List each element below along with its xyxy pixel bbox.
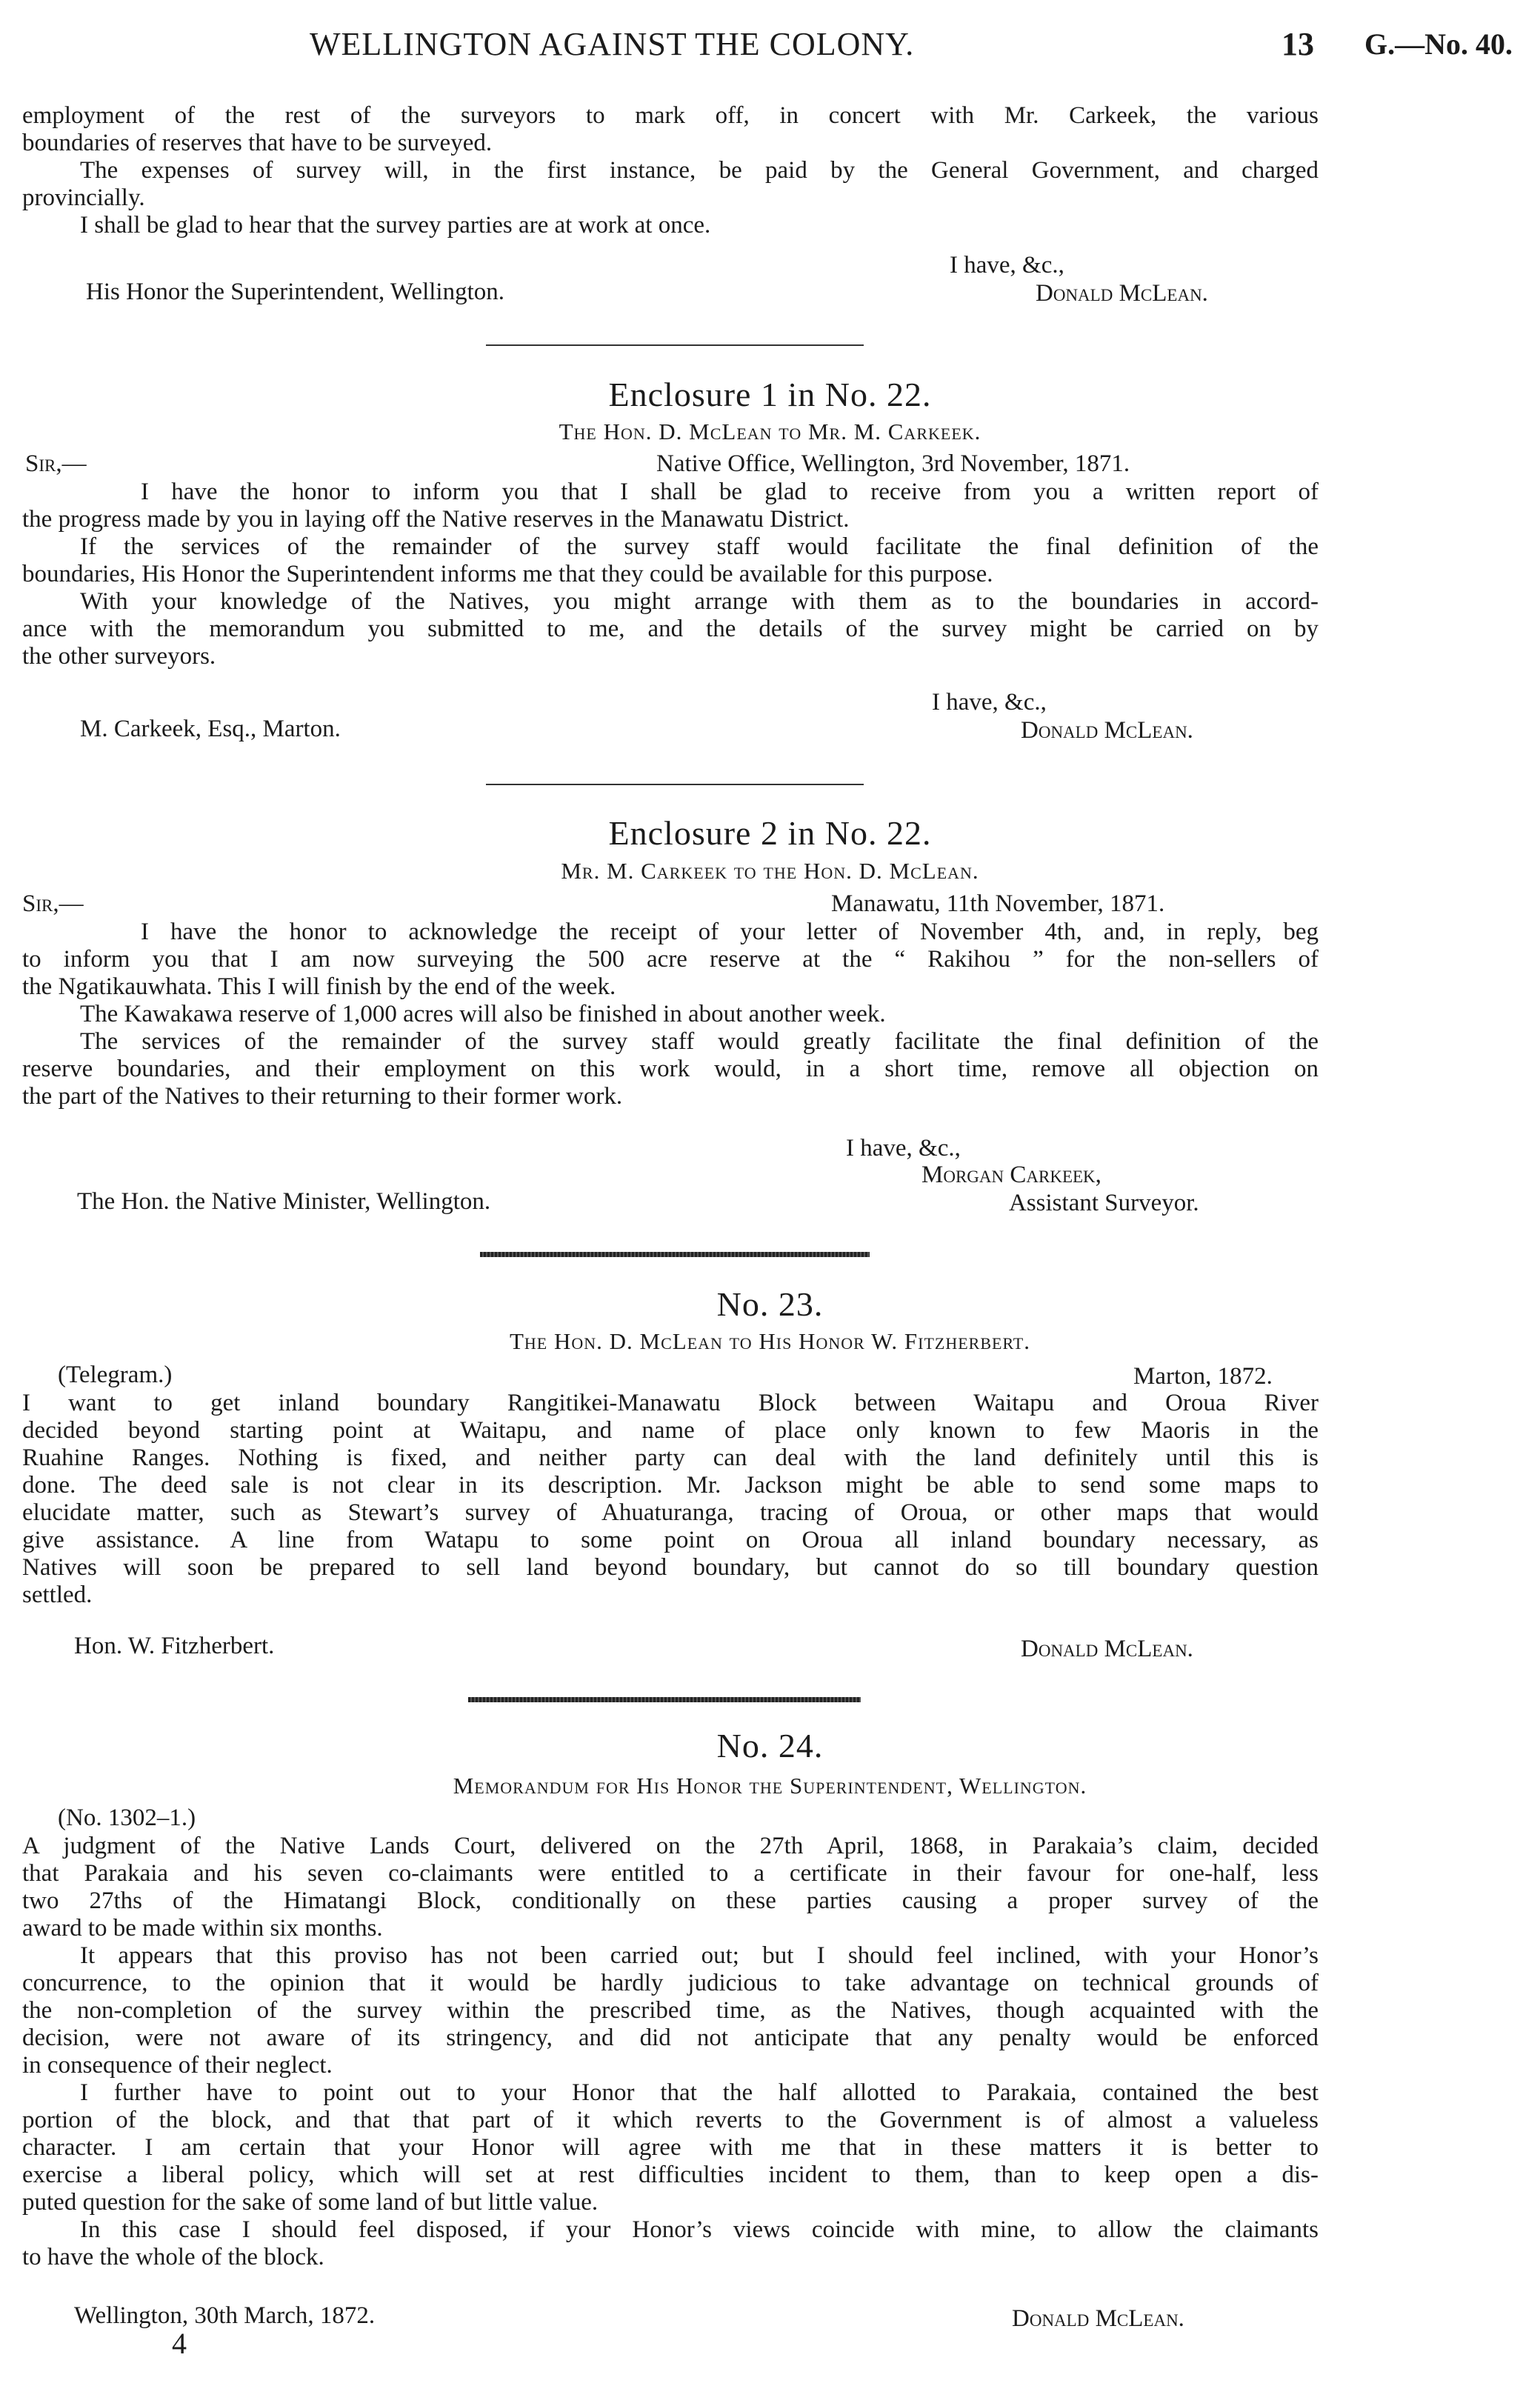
section-heading: Enclosure 1 in No. 22. [608, 376, 932, 413]
text-line: reserve boundaries, and their employment on this work would, in a short time, remove all objection on [22, 1056, 1319, 1082]
enclosure-1-body [22, 479, 1319, 670]
page-header-title: WELLINGTON AGAINST THE COLONY. [310, 26, 915, 62]
addressee: Hon. W. Fitzherbert. [74, 1633, 275, 1659]
document-reference: G.—No. 40. [1364, 27, 1513, 61]
signature: Donald McLean. [1021, 1636, 1193, 1662]
signatory-title: Assistant Surveyor. [1009, 1190, 1199, 1216]
text-line: With your knowledge of the Natives, you might arrange with them as to the boundaries in accord- [80, 588, 1319, 615]
top-letter-body [22, 102, 1319, 239]
text-line: to have the whole of the block. [22, 2244, 324, 2270]
text-line: If the services of the remainder of the survey staff would facilitate the final definition of the [80, 533, 1319, 560]
text-line: the non-completion of the survey within the prescribed time, as the Natives, though acquainted with the [22, 1997, 1319, 2024]
section-subheading: The Hon. D. McLean to Mr. M. Carkeek. [559, 419, 981, 444]
signature: Morgan Carkeek, [921, 1162, 1101, 1188]
text-line: puted question for the sake of some land of but little value. [22, 2189, 599, 2216]
text-line: Natives will soon be prepared to sell land beyond boundary, but cannot do so till boundary question [22, 1554, 1319, 1581]
text-line: decision, were not aware of its stringency, and did not anticipate that any penalty would be enforced [22, 2025, 1319, 2051]
text-line: award to be made within six months. [22, 1915, 383, 1942]
section-divider [486, 344, 864, 346]
place-date: Manawatu, 11th November, 1871. [831, 890, 1165, 917]
section-subheading: Mr. M. Carkeek to the Hon. D. McLean. [561, 858, 979, 884]
page-number: 13 [1281, 26, 1314, 62]
salutation: Sir,— [25, 450, 87, 477]
section-heading: No. 23. [716, 1285, 824, 1323]
text-line: The expenses of survey will, in the first instance, be paid by the General Government, and charged [80, 157, 1319, 184]
text-line: A judgment of the Native Lands Court, delivered on the 27th April, 1868, in Parakaia’s claim, decided [22, 1833, 1319, 1859]
text-line: The Kawakawa reserve of 1,000 acres will also be finished in about another week. [80, 1001, 886, 1027]
text-line: I further have to point out to your Honor that the half allotted to Parakaia, contained the best [80, 2079, 1319, 2106]
text-line: I want to get inland boundary Rangitikei-Manawatu Block between Waitapu and Oroua River [22, 1390, 1319, 1416]
text-line: two 27ths of the Himatangi Block, conditionally on these parties causing a proper survey of the [22, 1887, 1319, 1914]
section-heading: Enclosure 2 in No. 22. [608, 814, 932, 852]
signature: Donald McLean. [1021, 717, 1193, 744]
text-line: settled. [22, 1582, 93, 1608]
signature: Donald McLean. [1036, 280, 1208, 307]
signature: Donald McLean. [1012, 2305, 1184, 2332]
text-line: Ruahine Ranges. Nothing is fixed, and neither party can deal with the land definitely until this is [22, 1444, 1319, 1471]
signature-mark: 4 [172, 2327, 187, 2360]
text-line: in consequence of their neglect. [22, 2052, 333, 2079]
section-divider [468, 1697, 861, 1702]
addressee: His Honor the Superintendent, Wellington. [86, 279, 504, 305]
text-line: provincially. [22, 184, 145, 211]
text-line: employment of the rest of the surveyors to mark off, in concert with Mr. Carkeek, the various [22, 102, 1319, 129]
memorandum-reference: (No. 1302–1.) [58, 1804, 196, 1831]
no23-body [22, 1390, 1319, 1609]
section-subheading: Memorandum for His Honor the Superintendent, Wellington. [453, 1773, 1087, 1799]
salutation: Sir,— [22, 890, 84, 917]
text-line: portion of the block, and that that part of it which reverts to the Government is of almost a valueless [22, 2107, 1319, 2133]
text-line: boundaries, His Honor the Superintendent informs me that they could be available for this purpose. [22, 561, 993, 587]
text-line: boundaries of reserves that have to be surveyed. [22, 130, 493, 156]
text-line: I shall be glad to hear that the survey parties are at work at once. [80, 212, 711, 239]
addressee: M. Carkeek, Esq., Marton. [80, 716, 341, 742]
text-line: exercise a liberal policy, which will set at rest difficulties incident to them, than to keep open a dis- [22, 2162, 1319, 2188]
place-date: Wellington, 30th March, 1872. [74, 2302, 376, 2329]
text-line: It appears that this proviso has not been carried out; but I should feel inclined, with your Honor’s [80, 1942, 1319, 1969]
section-divider [480, 1252, 870, 1257]
text-line: ance with the memorandum you submitted to me, and the details of the survey might be carried on by [22, 616, 1319, 642]
text-line: decided beyond starting point at Waitapu, and name of place only known to few Maoris in the [22, 1417, 1319, 1444]
place-date: Marton, 1872. [1133, 1363, 1273, 1390]
text-line: concurrence, to the opinion that it would be hardly judicious to take advantage on technical grounds of [22, 1970, 1319, 1996]
text-line: I have the honor to acknowledge the receipt of your letter of November 4th, and, in reply, beg [141, 919, 1319, 945]
no24-body [22, 1833, 1319, 2271]
text-line: elucidate matter, such as Stewart’s survey of Ahuaturanga, tracing of Oroua, or other maps that would [22, 1499, 1319, 1526]
closing: I have, &c., [950, 252, 1064, 279]
telegram-note: (Telegram.) [58, 1362, 173, 1388]
text-line: character. I am certain that your Honor will agree with me that in these matters it is better to [22, 2134, 1319, 2161]
text-line: that Parakaia and his seven co-claimants were entitled to a certificate in their favour for one-half, less [22, 1860, 1319, 1887]
text-line: I have the honor to inform you that I shall be glad to receive from you a written report of [141, 479, 1319, 505]
closing: I have, &c., [846, 1135, 961, 1162]
text-line: give assistance. A line from Watapu to some point on Oroua all inland boundary necessary, as [22, 1527, 1319, 1553]
place-date: Native Office, Wellington, 3rd November, 1871. [656, 450, 1130, 477]
text-line: the progress made by you in laying off the Native reserves in the Manawatu District. [22, 506, 850, 533]
enclosure-2-body [22, 919, 1319, 1110]
section-subheading: The Hon. D. McLean to His Honor W. Fitzherbert. [509, 1328, 1030, 1354]
text-line: The services of the remainder of the survey staff would greatly facilitate the final definition of the [80, 1028, 1319, 1055]
text-line: done. The deed sale is not clear in its description. Mr. Jackson might be able to send some maps to [22, 1472, 1319, 1499]
text-line: the part of the Natives to their returning to their former work. [22, 1083, 623, 1110]
text-line: to inform you that I am now surveying the 500 acre reserve at the “ Rakihou ” for the non-sellers of [22, 946, 1319, 973]
addressee: The Hon. the Native Minister, Wellington. [77, 1188, 491, 1215]
text-line: In this case I should feel disposed, if your Honor’s views coincide with mine, to allow the claimants [80, 2216, 1319, 2243]
text-line: the Ngatikauwhata. This I will finish by the end of the week. [22, 973, 616, 1000]
section-divider [486, 784, 864, 785]
text-line: the other surveyors. [22, 643, 216, 670]
section-heading: No. 24. [716, 1727, 824, 1764]
closing: I have, &c., [932, 689, 1047, 716]
